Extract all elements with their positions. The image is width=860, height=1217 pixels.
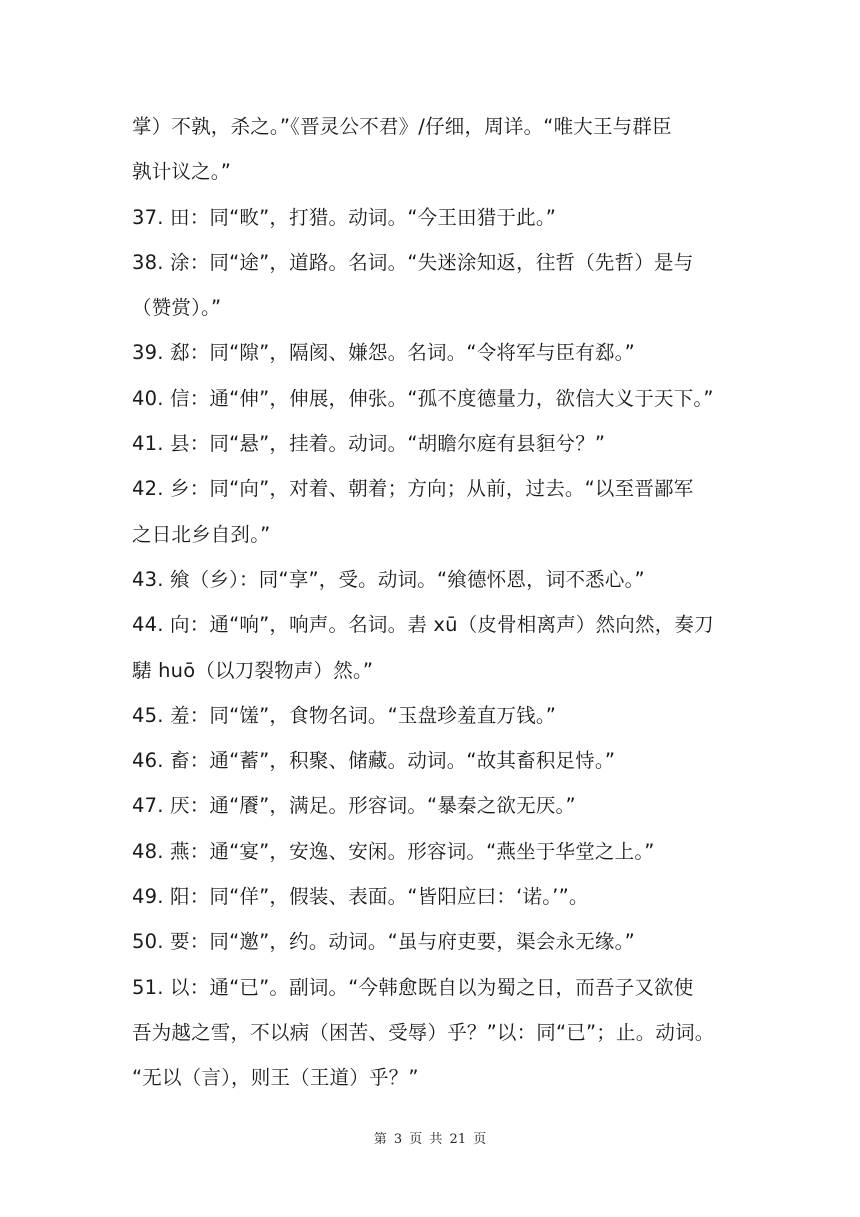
entry-49: 49. 阳：同“佯”，假装、表面。“皆阳应曰：‘诺。’”。	[132, 885, 589, 909]
text-line: 吾为越之雪，不以病（困苦、受辱）乎？”以：同“已”；止。动词。	[132, 1020, 715, 1044]
entry-44: 44. 向：通“响”，响声。名词。砉 xū（皮骨相离声）然向然，奏刀	[132, 613, 714, 637]
entry-40: 40. 信：通“伸”，伸展，伸张。“孤不度德量力，欲信大义于天下。”	[132, 386, 714, 410]
entry-47: 47. 厌：通“餍”，满足。形容词。“暴秦之欲无厌。”	[132, 794, 576, 818]
entry-42: 42. 乡：同“向”，对着、朝着；方向；从前，过去。“以至晋鄙军	[132, 477, 694, 501]
text-line: “无以（言），则王（王道）乎？”	[132, 1066, 419, 1090]
text-line: （赞赏）。”	[132, 296, 222, 320]
entry-50: 50. 要：同“邀”，约。动词。“虽与府吏要，渠会永无缘。”	[132, 930, 635, 954]
text-line: 孰计议之。”	[132, 160, 232, 184]
entry-45: 45. 羞：同“馐”，食物名词。“玉盘珍羞直万钱。”	[132, 703, 557, 727]
text-line: 掌）不孰，杀之。”《晋灵公不君》/仔细，周详。“唯大王与群臣	[132, 115, 672, 138]
entry-51: 51. 以：通“已”。副词。“今韩愈既自以为蜀之日，而吾子又欲使	[132, 975, 694, 999]
document-body	[132, 104, 736, 1101]
entry-48: 48. 燕：通“宴”，安逸、安闲。形容词。“燕坐于华堂之上。”	[132, 839, 655, 863]
text-line: 騞 huō（以刀裂物声）然。”	[132, 658, 374, 682]
entry-46: 46. 畜：通“蓄”，积聚、储藏。动词。“故其畜积足恃。”	[132, 749, 616, 773]
entry-39: 39. 郄：同“隙”，隔阂、嫌怨。名词。“令将军与臣有郄。”	[132, 341, 635, 365]
page-number-footer: 第 3 页 共 21 页	[373, 1132, 487, 1147]
text-line: 之日北乡自刭。”	[132, 522, 271, 546]
entry-43: 43. 飨（乡）：同“享”，受。动词。“飨德怀恩，词不悉心。”	[132, 567, 645, 591]
entry-37: 37. 田：同“畋”，打猎。动词。“今王田猎于此。”	[132, 205, 557, 229]
entry-41: 41. 县：同“悬”，挂着。动词。“胡瞻尔庭有县貆兮？”	[132, 432, 606, 456]
entry-38: 38. 涂：同“途”，道路。名词。“失迷涂知返，往哲（先哲）是与	[132, 250, 694, 274]
